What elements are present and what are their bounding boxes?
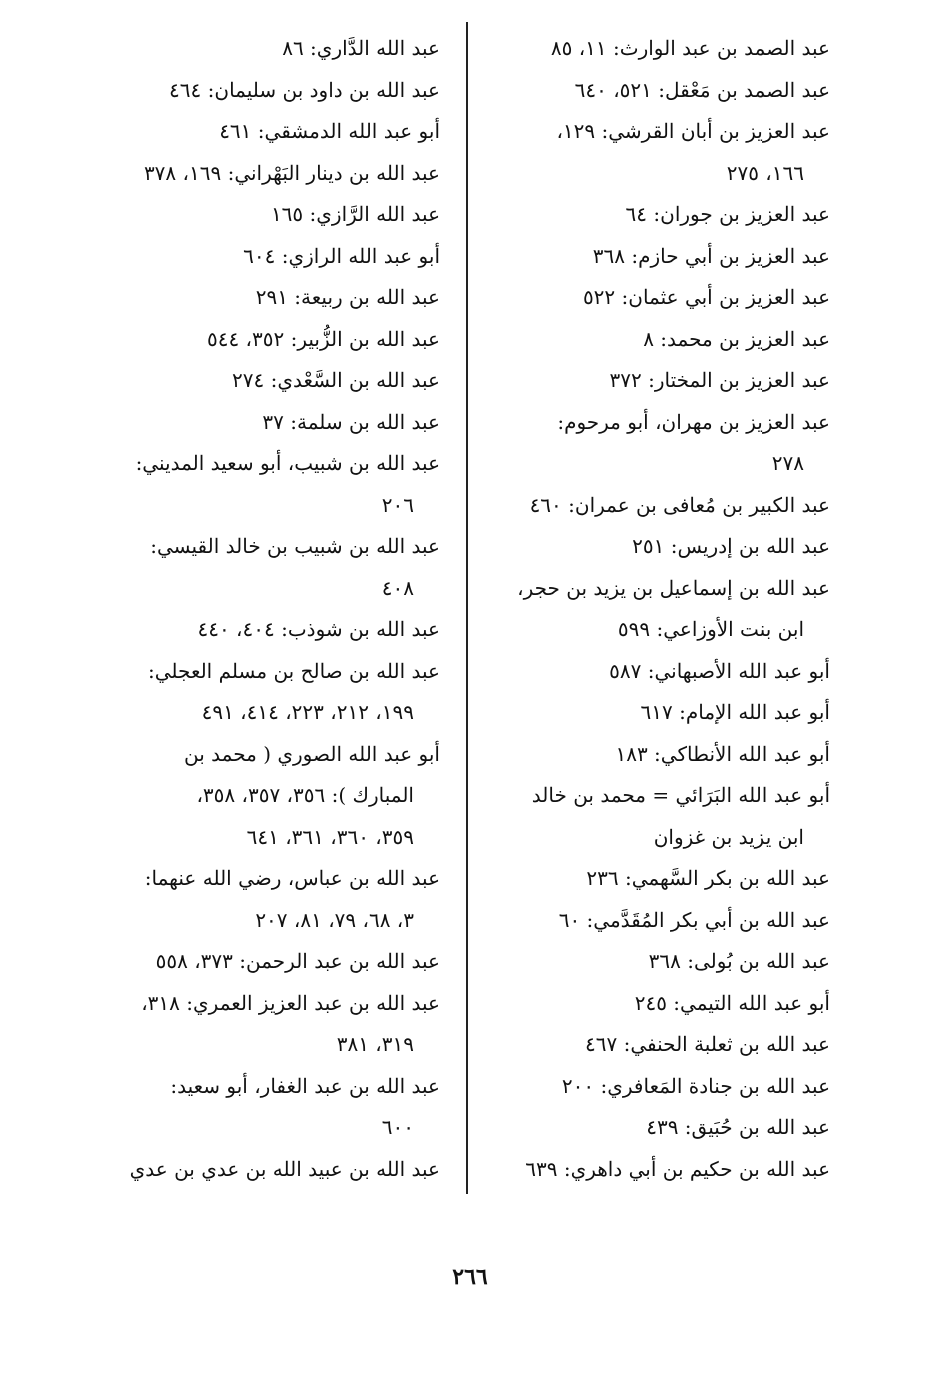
index-entry-continuation: ١٦٦، ٢٧٥ — [726, 160, 804, 185]
column-divider — [466, 22, 468, 1194]
index-entry: عبد الله بن أبي بكر المُقَدَّمي: ٦٠ — [558, 907, 830, 932]
index-entry-continuation: ٢٧٨ — [771, 451, 804, 475]
index-entry: عبد الله بن حُبَيق: ٤٣٩ — [646, 1115, 830, 1139]
index-entry: عبد الله بن عباس، رضي الله عنهما: — [144, 866, 440, 890]
index-column-left — [110, 28, 440, 1190]
index-entry: عبد الله بن عبد الغفار، أبو سعيد: — [170, 1073, 440, 1098]
index-entry: عبد العزيز بن جوران: ٦٤ — [625, 202, 830, 226]
index-entry: عبد الله بن بكر السَّهمي: ٢٣٦ — [586, 866, 830, 890]
index-entry: أبو عبد الله البَرَائي = محمد بن خالد — [531, 783, 830, 807]
index-entry: عبد الله بن جنادة المَعافري: ٢٠٠ — [561, 1073, 830, 1098]
index-entry: عبد الله بن بُولى: ٣٦٨ — [648, 949, 830, 973]
index-entry: أبو عبد الله الأصبهاني: ٥٨٧ — [609, 658, 830, 683]
index-entry-continuation: ٣١٩، ٣٨١ — [336, 1032, 414, 1056]
index-entry: عبد العزيز بن أبي حازم: ٣٦٨ — [592, 243, 830, 268]
index-entry: عبد الله بن داود بن سليمان: ٤٦٤ — [169, 77, 440, 102]
index-entry-continuation: ١٩٩، ٢١٢، ٢٢٣، ٤١٤، ٤٩١ — [201, 700, 414, 724]
index-entry-continuation: ٤٠٨ — [381, 575, 414, 600]
index-entry: عبد الله بن إدريس: ٢٥١ — [632, 534, 830, 558]
index-entry-continuation: ٦٠٠ — [381, 1115, 414, 1139]
index-entry: عبد العزيز بن أبي عثمان: ٥٢٢ — [582, 285, 830, 309]
index-entry-continuation: ابن يزيد بن غزوان — [653, 824, 804, 849]
index-entry: أبو عبد الله الإمام: ٦١٧ — [640, 700, 830, 724]
index-entry-continuation: المبارك ): ٣٥٦، ٣٥٧، ٣٥٨، — [196, 783, 414, 807]
index-entry: عبد الله بن سلمة: ٣٧ — [262, 409, 440, 434]
index-entry: عبد العزيز بن مهران، أبو مرحوم: — [557, 409, 830, 434]
index-entry-continuation: ٣، ٦٨، ٧٩، ٨١، ٢٠٧ — [255, 907, 414, 932]
index-entry: عبد الله بن الزُّبير: ٣٥٢، ٥٤٤ — [206, 326, 440, 351]
index-entry: عبد الصمد بن مَعْقل: ٥٢١، ٦٤٠ — [574, 77, 830, 102]
index-entry: عبد العزيز بن أبان القرشي: ١٢٩، — [556, 119, 830, 143]
index-entry: عبد العزيز بن المختار: ٣٧٢ — [609, 368, 830, 392]
index-entry: عبد الله بن إسماعيل بن يزيد بن حجر، — [517, 575, 830, 600]
index-entry: عبد الله بن ثعلبة الحنفي: ٤٦٧ — [585, 1032, 830, 1056]
index-entry: أبو عبد الله الصوري ( محمد بن — [184, 741, 440, 766]
index-entry: عبد الله بن عبد الرحمن: ٣٧٣، ٥٥٨ — [155, 949, 440, 973]
index-entry: عبد الله بن شبيب بن خالد القيسي: — [150, 534, 440, 558]
index-entry: عبد الله بن صالح بن مسلم العجلي: — [148, 658, 440, 683]
index-entry: أبو عبد الله التيمي: ٢٤٥ — [634, 990, 830, 1015]
index-entry: عبد الله بن شبيب، أبو سعيد المديني: — [135, 451, 440, 475]
page-number: ٢٦٦ — [452, 1264, 488, 1290]
index-entry-continuation: ٢٠٦ — [381, 492, 414, 517]
index-entry: عبد الله بن السَّعْدي: ٢٧٤ — [232, 368, 440, 392]
index-entry: عبد الله بن دينار البَهْراني: ١٦٩، ٣٧٨ — [143, 160, 440, 185]
index-entry-continuation: ابن بنت الأوزاعي: ٥٩٩ — [617, 617, 804, 641]
index-entry: عبد الله بن عبد العزيز العمري: ٣١٨، — [141, 990, 440, 1015]
index-column-right — [500, 28, 830, 1190]
index-entry: أبو عبد الله الأنطاكي: ١٨٣ — [615, 741, 830, 766]
index-entry: أبو عبد الله الدمشقي: ٤٦١ — [219, 119, 440, 143]
index-entry: عبد العزيز بن محمد: ٨ — [643, 326, 830, 351]
index-entry: عبد الله بن حكيم بن أبي داهري: ٦٣٩ — [525, 1156, 830, 1181]
index-entry: أبو عبد الله الرازي: ٦٠٤ — [243, 243, 440, 268]
index-entry: عبد الصمد بن عبد الوارث: ١١، ٨٥ — [550, 36, 830, 60]
index-entry: عبد الله بن شوذب: ٤٠٤، ٤٤٠ — [197, 617, 440, 641]
index-entry: عبد الله الدَّاري: ٨٦ — [282, 36, 440, 60]
index-entry: عبد الكبير بن مُعافى بن عمران: ٤٦٠ — [529, 492, 830, 517]
index-entry: عبد الله الرَّازي: ١٦٥ — [270, 202, 440, 226]
index-entry-continuation: ٣٥٩، ٣٦٠، ٣٦١، ٦٤١ — [246, 824, 414, 849]
index-entry: عبد الله بن عبيد الله بن عدي بن عدي — [129, 1156, 440, 1181]
index-entry: عبد الله بن ربيعة: ٢٩١ — [255, 285, 440, 309]
